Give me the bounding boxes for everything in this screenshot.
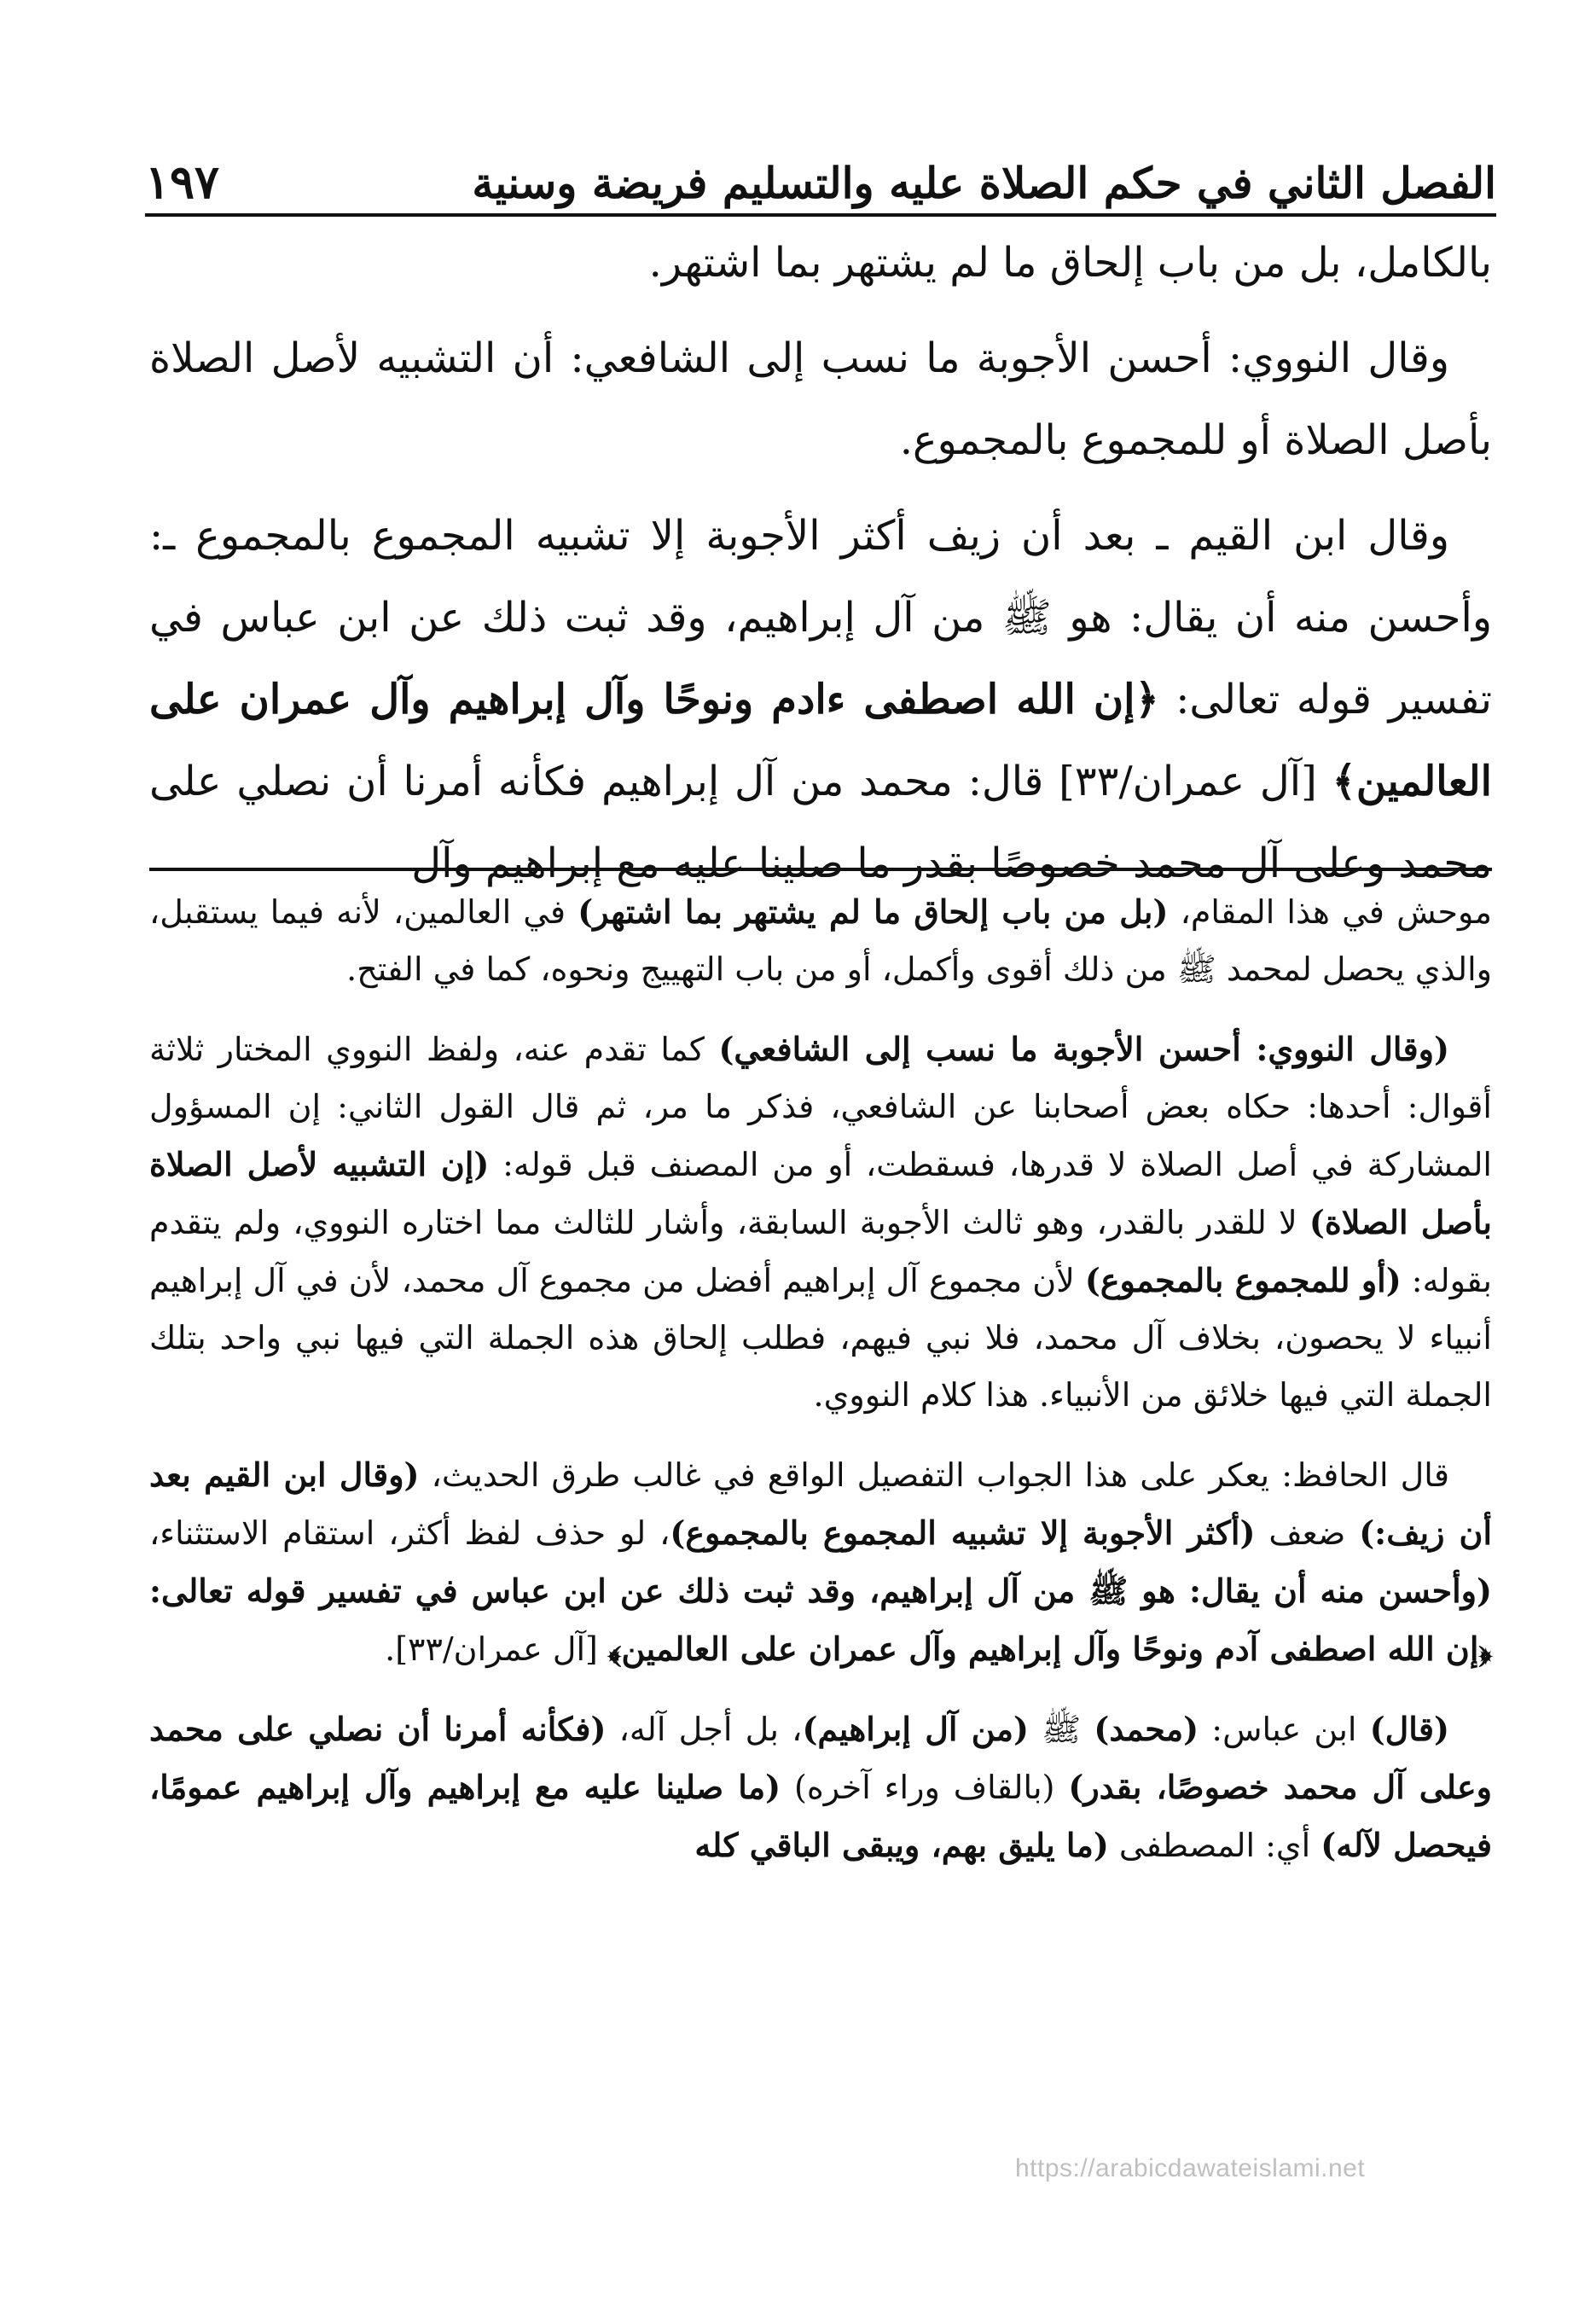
- commentary-text: أي: المصطفى: [1108, 1827, 1321, 1864]
- commentary-text: في العالمين، لأنه فيما يستقبل، والذي يحصل لمحمد ﷺ من ذلك أقوى وأكمل، أو من باب التهييج ونحوه، كما في الفتح.: [149, 893, 1492, 988]
- main-text: [149, 222, 1492, 918]
- page-number: ١٩٧: [145, 154, 220, 209]
- main-paragraph-1: بالكامل، بل من باب إلحاق ما لم يشتهر بما اشتهر.: [648, 239, 1492, 287]
- commentary-quote: (أو للمجموع بالمجموع): [1084, 1261, 1402, 1299]
- main-paragraph-3-text-b: [آل عمران/٣٣] قال: محمد من آل إبراهيم فكأنه أمرنا أن نصلي على محمد وعلى آل محمد خصوصًا بقدر ما صلينا عليه مع إبراهيم وآل: [149, 758, 1492, 887]
- commentary-paragraph-1: [149, 883, 1492, 998]
- chapter-title: الفصل الثاني في حكم الصلاة عليه والتسليم فريضة وسنية: [472, 158, 1496, 208]
- commentary-text: [آل عمران/٣٣].: [385, 1630, 608, 1668]
- commentary-text: ﷺ: [1029, 1711, 1094, 1748]
- quran-verse: ﴿إن الله اصطفى ءادم ونوحًا وآل إبراهيم وآل عمران على العالمين﴾: [149, 676, 1492, 805]
- commentary-paragraph-2: [149, 1020, 1492, 1424]
- commentary-quote: (من آل إبراهيم): [802, 1710, 1030, 1748]
- commentary-quote: (بل من باب إلحاق ما لم يشتهر بما اشتهر): [578, 892, 1169, 931]
- main-paragraph-3-text-a: وقال ابن القيم ـ بعد أن زيف أكثر الأجوبة إلا تشبيه المجموع بالمجموع ـ: وأحسن منه أن يقال: هو ﷺ من آل إبراهيم، وقد ثبت ذلك عن ابن عباس في تفسير قوله تعالى:: [149, 512, 1492, 723]
- main-paragraph-3: [149, 495, 1492, 904]
- page-header: [145, 119, 1496, 209]
- watermark-url: https://arabicdawateislami.net: [1015, 2154, 1366, 2182]
- commentary-text: (بالقاف وراء آخره): [781, 1769, 1069, 1806]
- commentary-quote: (إن التشبيه لأصل الصلاة بأصل الصلاة): [149, 1145, 1492, 1241]
- commentary-quote: (وقال ابن القيم بعد أن زيف:): [149, 1455, 1492, 1552]
- commentary-text: قال الحافظ: يعكر على هذا الجواب التفصيل الواقع في غالب طرق الحديث،: [419, 1456, 1450, 1494]
- commentary: [149, 883, 1492, 1897]
- commentary-text: ضعف: [1255, 1514, 1360, 1552]
- commentary-text: موحش في هذا المقام،: [1168, 893, 1492, 931]
- commentary-text: لا للقدر بالقدر، وهو ثالث الأجوبة السابقة، وأشار للثالث مما اختاره النووي، ولم يتقدم بقوله:: [149, 1204, 1492, 1299]
- commentary-quote: (قال): [1369, 1710, 1449, 1748]
- header-rule: [145, 213, 1496, 217]
- commentary-text: كما تقدم عنه، ولفظ النووي المختار ثلاثة أقوال: أحدها: حكاه بعض أصحابنا عن الشافعي، فذكر ما مر، ثم قال القول الثاني: إن المسؤول المشاركة في أصل الصلاة لا قدرها، فسقطت، أو من المصنف قبل قوله:: [149, 1031, 1492, 1183]
- commentary-paragraph-3: [149, 1446, 1492, 1678]
- commentary-text: ، لو حذف لفظ أكثر، استقام الاستثناء،: [149, 1514, 670, 1552]
- commentary-quote: (أكثر الأجوبة إلا تشبيه المجموع بالمجموع): [670, 1514, 1256, 1552]
- commentary-quote: (محمد): [1094, 1710, 1199, 1748]
- commentary-text: ، بل أجل آله،: [606, 1711, 803, 1748]
- commentary-quote: (ما يليق بهم، ويبقى الباقي كله: [694, 1826, 1109, 1864]
- commentary-quote: (وقال النووي: أحسن الأجوبة ما نسب إلى الشافعي): [718, 1030, 1449, 1068]
- footnote-separator: [149, 868, 1492, 871]
- commentary-text: ابن عباس:: [1199, 1711, 1370, 1748]
- commentary-paragraph-4: [149, 1700, 1492, 1874]
- commentary-quote: (فكأنه أمرنا أن نصلي على محمد وعلى آل محمد خصوصًا، بقدر): [149, 1710, 1493, 1806]
- main-paragraph-2: وقال النووي: أحسن الأجوبة ما نسب إلى الشافعي: أن التشبيه لأصل الصلاة بأصل الصلاة أو للمجموع بالمجموع.: [149, 334, 1492, 464]
- commentary-text: لأن مجموع آل إبراهيم أفضل من مجموع آل محمد، لأن في آل إبراهيم أنبياء لا يحصون، بخلاف آل محمد، فلا نبي فيهم، فطلب إلحاق هذه الجملة التي فيها نبي واحد بتلك الجملة التي فيها خلائق من الأنبياء. هذا كلام النووي.: [149, 1262, 1492, 1414]
- commentary-quote: (ما صلينا عليه مع إبراهيم وآل إبراهيم عمومًا، فيحصل لآله): [149, 1768, 1492, 1864]
- commentary-quote: (وأحسن منه أن يقال: هو ﷺ من آل إبراهيم، وقد ثبت ذلك عن ابن عباس في تفسير قوله تعالى: ﴿إن الله اصطفى آدم ونوحًا وآل إبراهيم وآل عمران على العالمين﴾: [149, 1572, 1492, 1668]
